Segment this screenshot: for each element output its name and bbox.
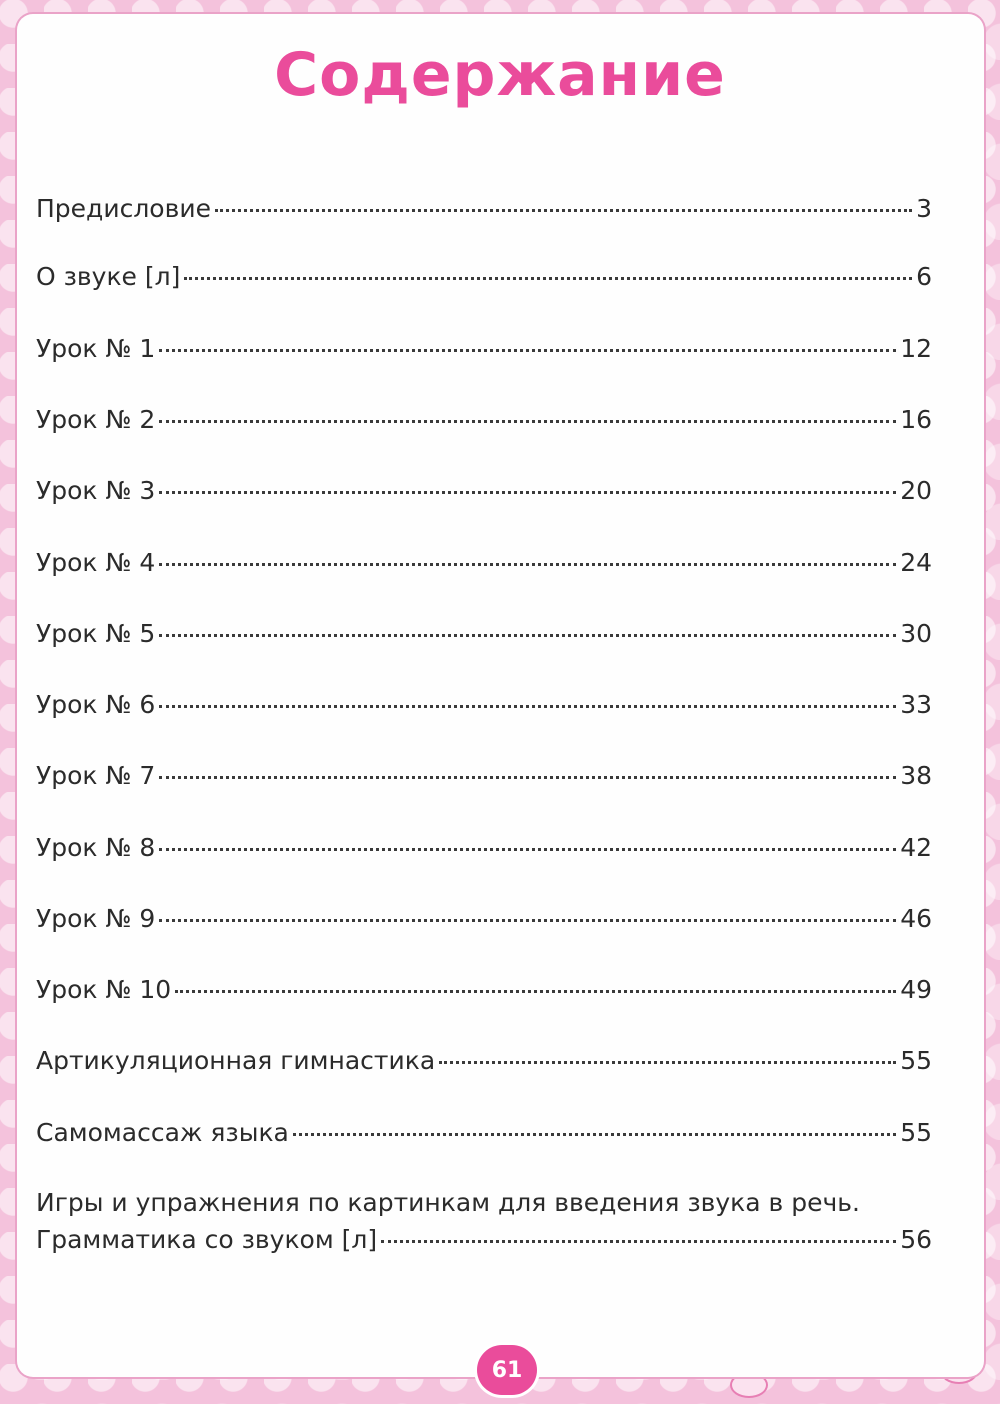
dot-leader — [159, 848, 896, 851]
toc-item-page: 49 — [900, 975, 932, 1004]
toc-item-label: Урок № 10 — [36, 975, 172, 1004]
toc-item-label: О звуке [л] — [36, 262, 181, 291]
toc-item-games[interactable] — [36, 1188, 932, 1254]
dot-leader — [159, 420, 896, 423]
dot-leader — [159, 705, 896, 708]
toc-item-lesson-6[interactable] — [36, 690, 932, 719]
dot-leader — [381, 1240, 896, 1243]
dot-leader — [159, 563, 896, 566]
toc-item-page: 24 — [900, 548, 932, 577]
toc-item-label: Урок № 4 — [36, 548, 156, 577]
toc-item-page: 30 — [900, 619, 932, 648]
toc-item-label: Урок № 3 — [36, 476, 156, 505]
dot-leader — [184, 277, 912, 280]
page-number: 61 — [491, 1357, 523, 1383]
page-title: Содержание — [274, 40, 726, 110]
dot-leader — [293, 1133, 896, 1136]
toc-item-about-sound[interactable] — [36, 262, 932, 291]
toc-item-lesson-7[interactable] — [36, 761, 932, 790]
toc-item-label: Урок № 1 — [36, 334, 156, 363]
dot-leader — [159, 491, 896, 494]
dot-leader — [159, 349, 896, 352]
toc-item-page: 20 — [900, 476, 932, 505]
toc-item-lesson-10[interactable] — [36, 975, 932, 1004]
toc-item-label: Урок № 6 — [36, 690, 156, 719]
toc-item-label-line1: Игры и упражнения по картинкам для введения звука в речь. — [36, 1188, 860, 1217]
toc-item-page: 55 — [900, 1046, 932, 1075]
toc-item-label: Урок № 9 — [36, 904, 156, 933]
toc-item-label: Урок № 2 — [36, 405, 156, 434]
toc-item-page: 55 — [900, 1118, 932, 1147]
toc-item-lesson-5[interactable] — [36, 619, 932, 648]
toc-item-page: 6 — [916, 262, 932, 291]
dot-leader — [159, 634, 896, 637]
toc-item-page: 12 — [900, 334, 932, 363]
dot-leader — [159, 919, 896, 922]
toc-item-lesson-2[interactable] — [36, 405, 932, 434]
dot-leader — [159, 776, 896, 779]
toc-item-lesson-3[interactable] — [36, 476, 932, 505]
toc-item-lesson-1[interactable] — [36, 334, 932, 363]
toc-item-lesson-9[interactable] — [36, 904, 932, 933]
toc-item-label: Урок № 7 — [36, 761, 156, 790]
toc-item-page: 16 — [900, 405, 932, 434]
toc-item-label: Самомассаж языка — [36, 1118, 289, 1147]
toc-item-page: 46 — [900, 904, 932, 933]
toc-item-label: Урок № 5 — [36, 619, 156, 648]
toc-item-page: 38 — [900, 761, 932, 790]
toc-item-page: 42 — [900, 833, 932, 862]
toc-item-preface[interactable] — [36, 194, 932, 223]
toc-item-label: Грамматика со звуком [л] — [36, 1225, 378, 1254]
toc-item-lesson-4[interactable] — [36, 548, 932, 577]
dot-leader — [215, 209, 912, 212]
dot-leader — [439, 1061, 896, 1064]
toc-item-page: 33 — [900, 690, 932, 719]
toc-item-label: Предисловие — [36, 194, 211, 223]
toc-item-page: 56 — [900, 1225, 932, 1254]
toc-item-lesson-8[interactable] — [36, 833, 932, 862]
toc-item-label: Урок № 8 — [36, 833, 156, 862]
toc-item-page: 3 — [916, 194, 932, 223]
dot-leader — [175, 990, 896, 993]
toc-item-self-massage[interactable] — [36, 1118, 932, 1147]
toc-item-articulation[interactable] — [36, 1046, 932, 1075]
toc-item-label: Артикуляционная гимнастика — [36, 1046, 436, 1075]
page-number-badge — [477, 1345, 537, 1395]
